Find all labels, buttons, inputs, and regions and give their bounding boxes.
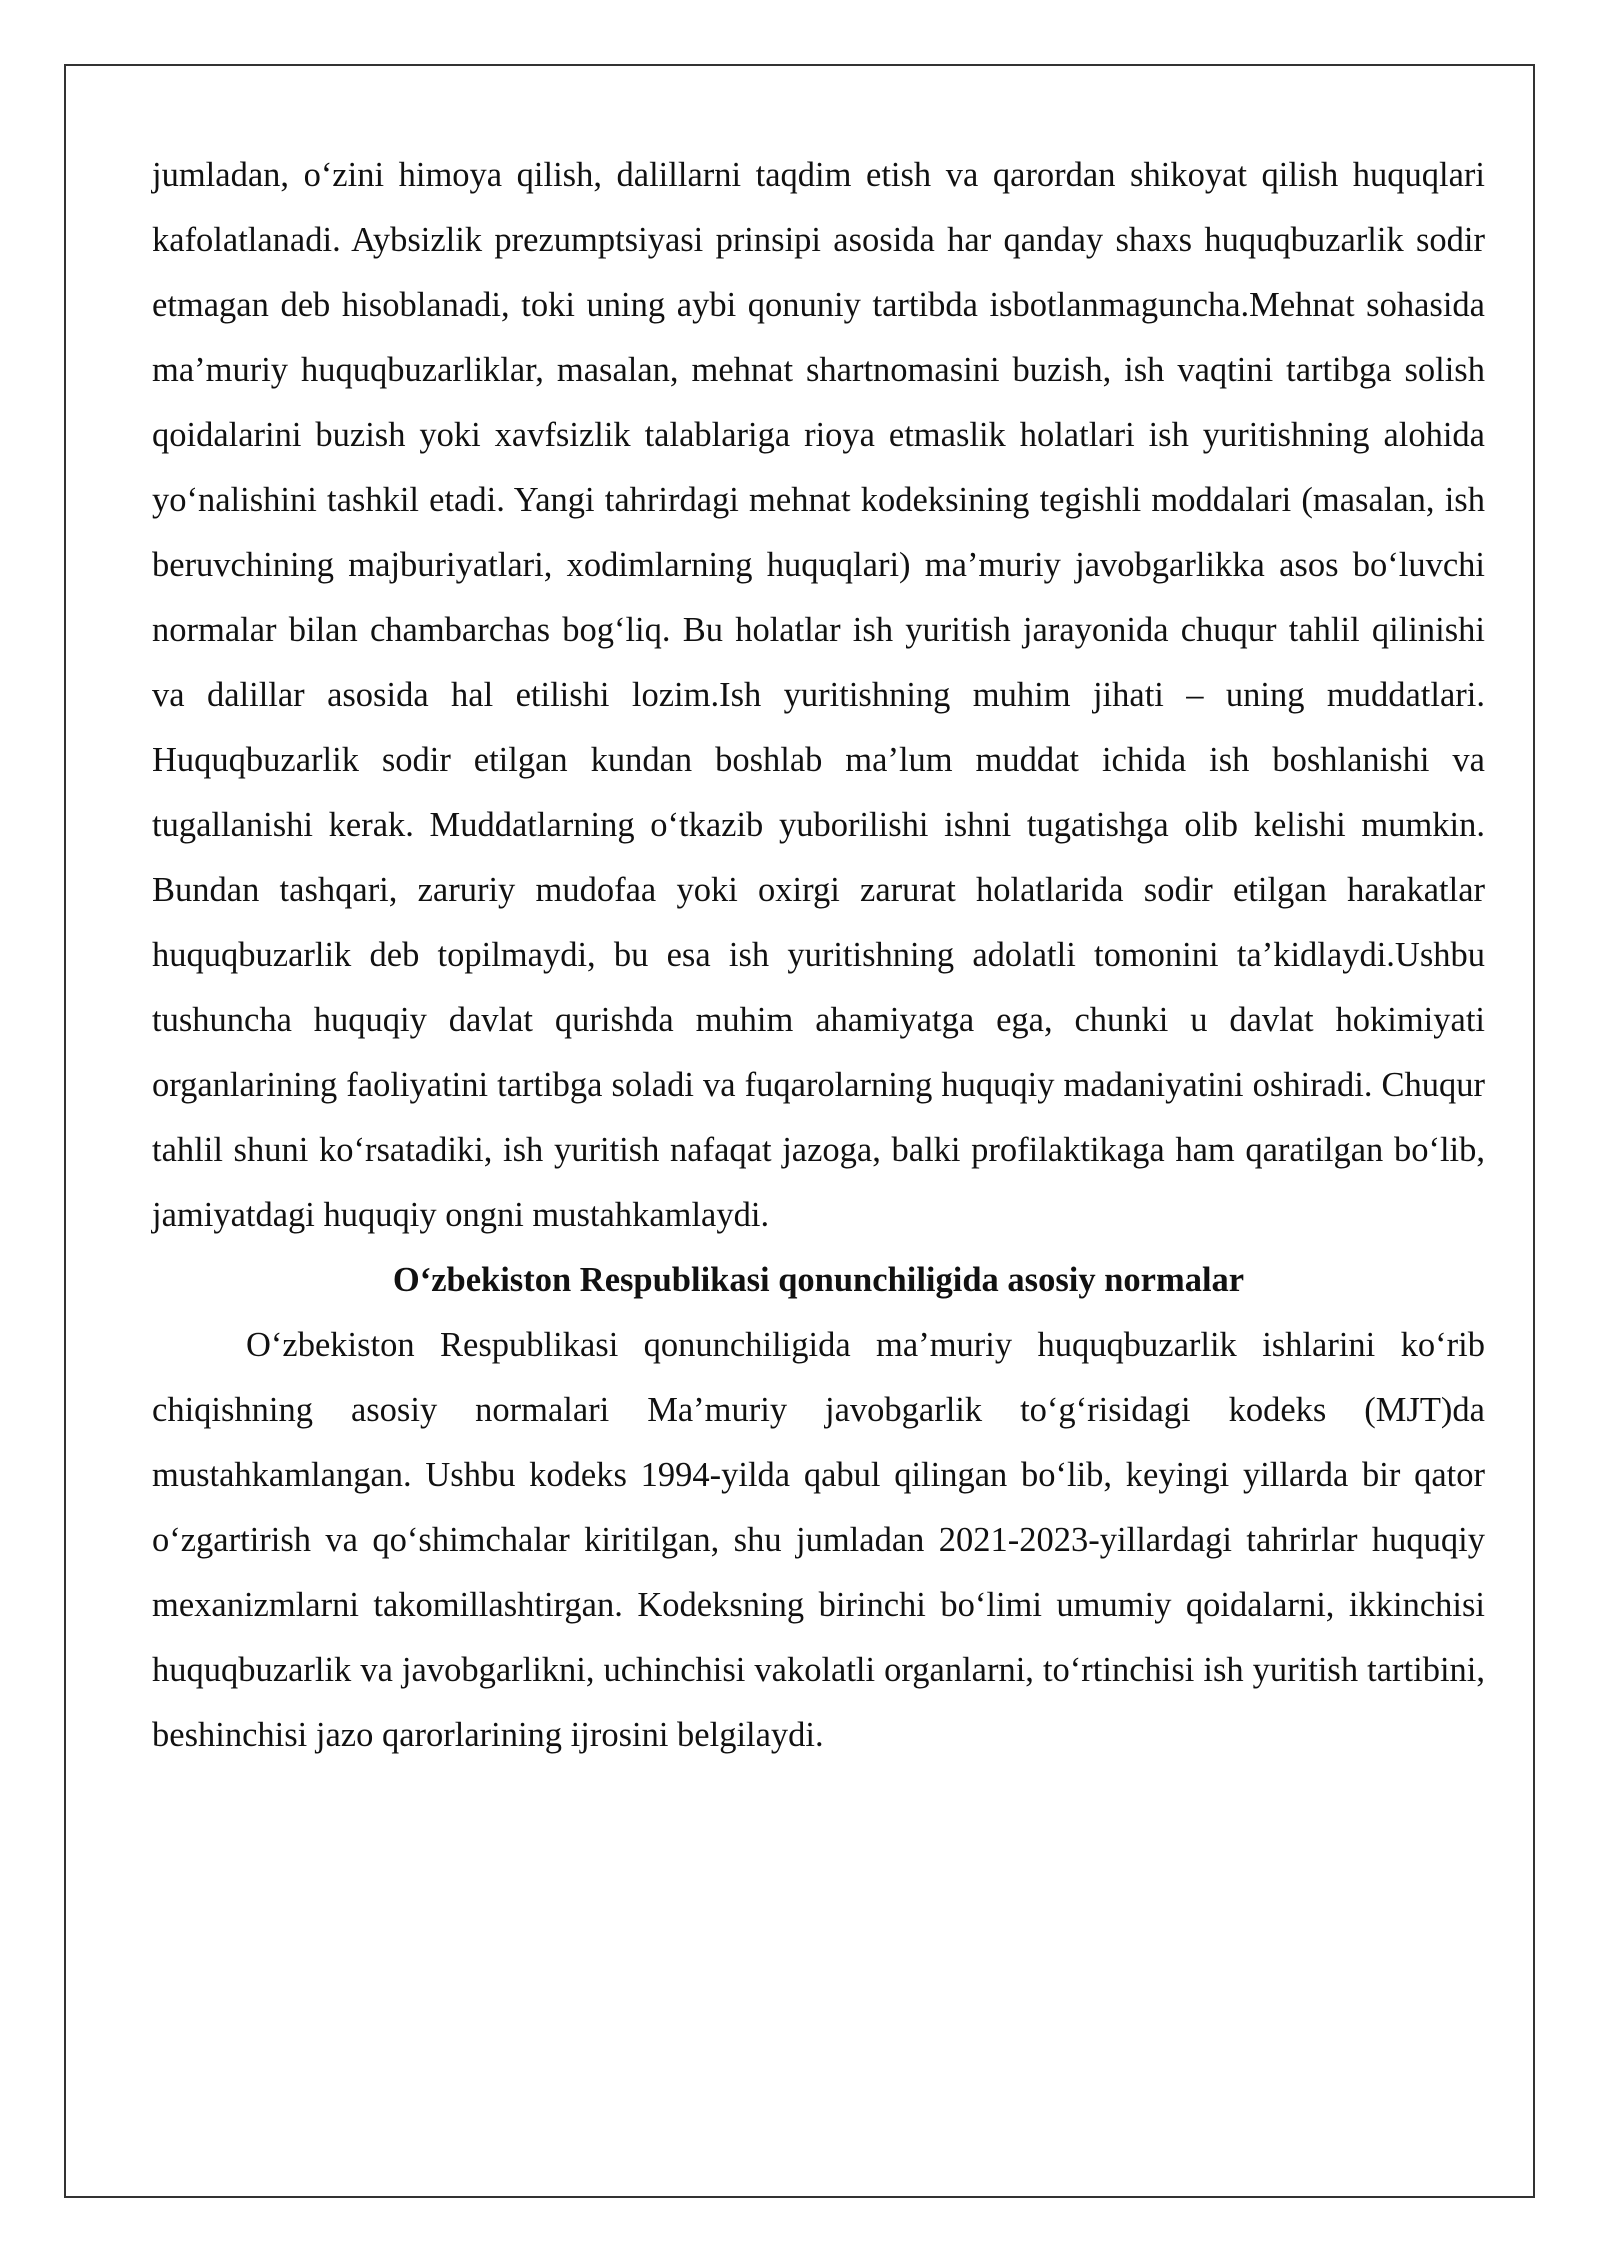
- section-heading: O‘zbekiston Respublikasi qonunchiligida asosiy normalar: [392, 1261, 1245, 1299]
- body-paragraph-1: jumladan, o‘zini himoya qilish, dalillarni taqdim etish va qarordan shikoyat qilish huquqlari kafolatlanadi. Aybsizlik prezumptsiyasi prinsipi asosida har qanday shaxs huquqbuzarlik sodir etmagan deb hisoblanadi, toki uning aybi qonuniy tartibda isbotlanmaguncha.Mehnat sohasida ma’muriy huquqbuzarliklar, masalan, mehnat shartnomasini buzish, ish vaqtini tartibga solish qoidalarini buzish yoki xavfsizlik talablariga rioya etmaslik holatlari ish yuritishning alohida yo‘nalishini tashkil etadi. Yangi tahrirdagi mehnat kodeksining tegishli moddalari (masalan, ish beruvchining majburiyatlari, xodimlarning huquqlari) ma’muriy javobgarlikka asos bo‘luvchi normalar bilan chambarchas bog‘liq. Bu holatlar ish yuritish jarayonida chuqur tahlil qilinishi va dalillar asosida hal etilishi lozim.Ish yuritishning muhim jihati – uning muddatlari. Huquqbuzarlik sodir etilgan kundan boshlab ma’lum muddat ichida ish boshlanishi va tugallanishi kerak. Muddatlarning o‘tkazib yuborilishi ishni tugatishga olib kelishi mumkin. Bundan tashqari, zaruriy mudofaa yoki oxirgi zarurat holatlarida sodir etilgan harakatlar huquqbuzarlik deb topilmaydi, bu esa ish yuritishning adolatli tomonini ta’kidlaydi.Ushbu tushuncha huquqiy davlat qurishda muhim ahamiyatga ega, chunki u davlat hokimiyati organlarining faoliyatini tartibga soladi va fuqarolarning huquqiy madaniyatini oshiradi. Chuqur tahlil shuni ko‘rsatadiki, ish yuritish nafaqat jazoga, balki profilaktikaga ham qaratilgan bo‘lib, jamiyatdagi huquqiy ongni mustahkamlaydi.: [152, 156, 1485, 1234]
- document-body: [152, 143, 1485, 1768]
- body-paragraph-2: O‘zbekiston Respublikasi qonunchiligida ma’muriy huquqbuzarlik ishlarini ko‘rib chiqishning asosiy normalari Ma’muriy javobgarlik to‘g‘risidagi kodeks (MJT)da mustahkamlangan. Ushbu kodeks 1994-yilda qabul qilingan bo‘lib, keyingi yillarda bir qator o‘zgartirish va qo‘shimchalar kiritilgan, shu jumladan 2021-2023-yillardagi tahrirlar huquqiy mexanizmlarni takomillashtirgan. Kodeksning birinchi bo‘limi umumiy qoidalarni, ikkinchisi huquqbuzarlik va javobgarlikni, uchinchisi vakolatli organlarni, to‘rtinchisi ish yuritish tartibini, beshinchisi jazo qarorlarining ijrosini belgilaydi.: [152, 1326, 1485, 1754]
